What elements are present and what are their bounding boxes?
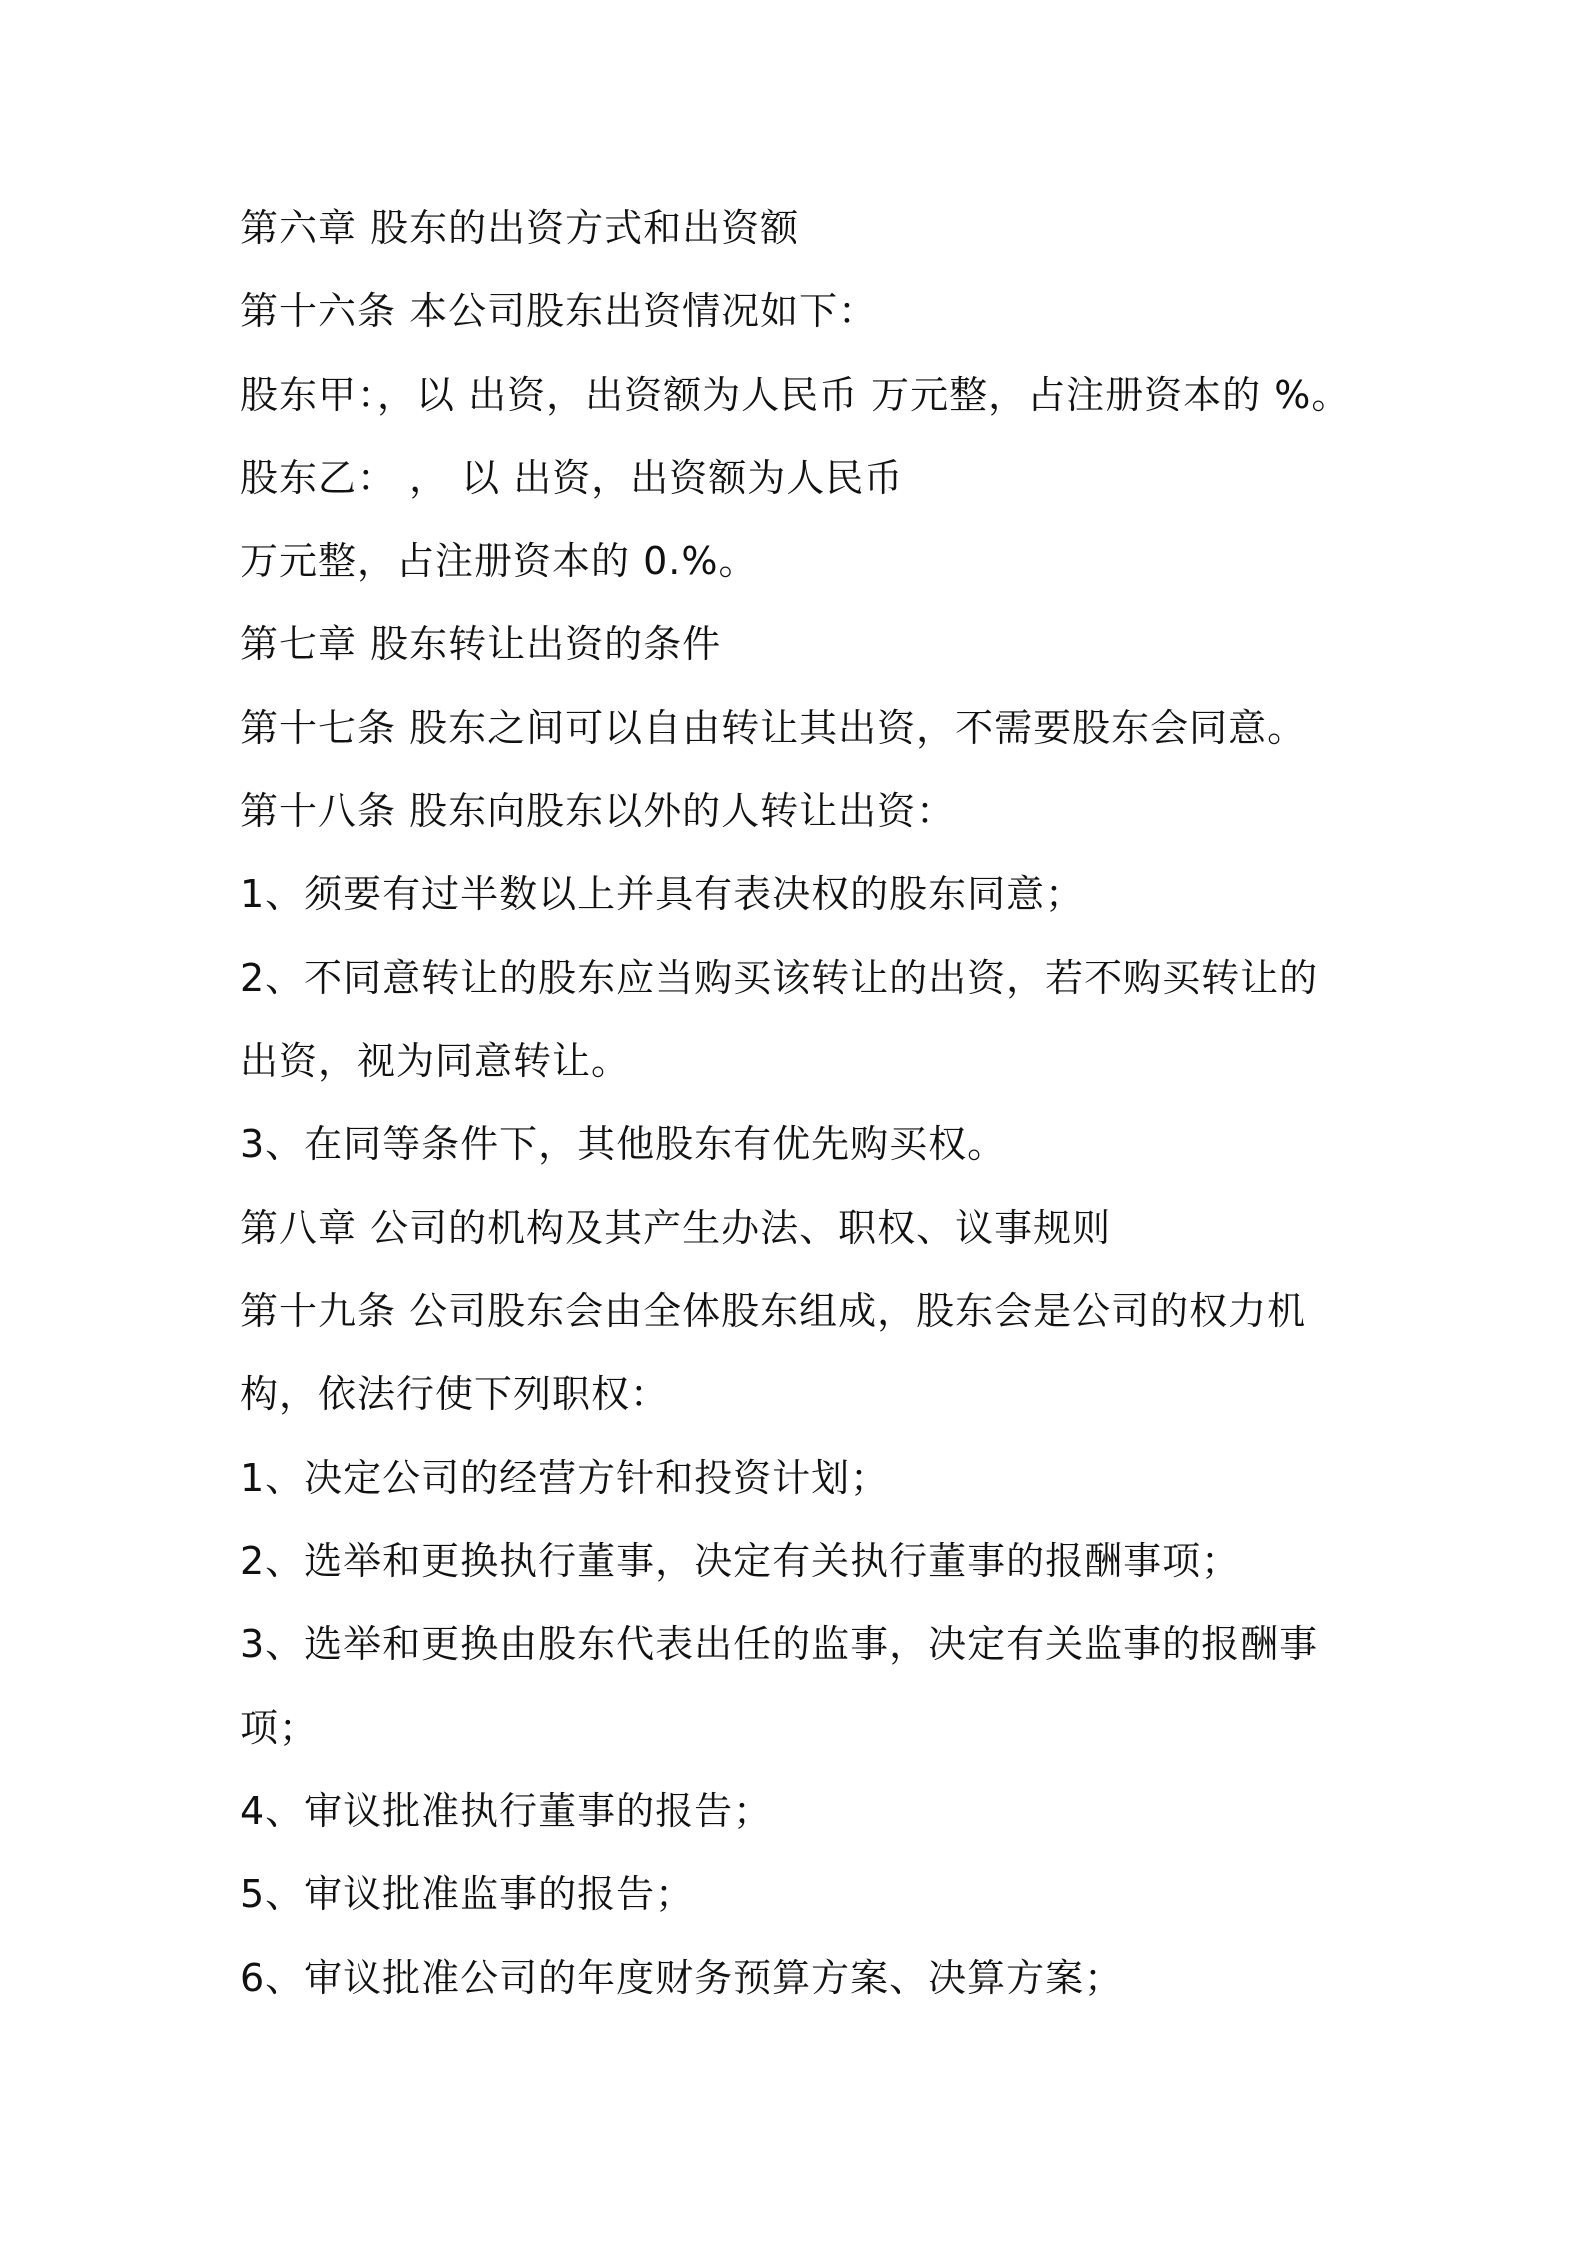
article-19-item-3-cont: 项；: [240, 1706, 319, 1750]
article-19-item-1: 1、决定公司的经营方针和投资计划；: [240, 1456, 890, 1500]
article-18-heading: 第十八条 股东向股东以外的人转让出资：: [240, 789, 956, 833]
article-19-item-4: 4、审议批准执行董事的报告；: [240, 1789, 773, 1833]
article-17-text: 第十七条 股东之间可以自由转让其出资，不需要股东会同意。: [240, 706, 1307, 750]
article-16-heading: 第十六条 本公司股东出资情况如下：: [240, 289, 878, 333]
article-19-item-6: 6、审议批准公司的年度财务预算方案、决算方案；: [240, 1956, 1124, 2000]
article-18-item-2: 2、不同意转让的股东应当购买该转让的出资，若不购买转让的: [240, 956, 1319, 1000]
article-19-item-5: 5、审议批准监事的报告；: [240, 1872, 695, 1916]
chapter-6-heading: 第六章 股东的出资方式和出资额: [240, 206, 800, 250]
article-19-heading-cont: 构，依法行使下列职权：: [240, 1372, 670, 1416]
article-19-item-2: 2、选举和更换执行董事，决定有关执行董事的报酬事项；: [240, 1539, 1241, 1583]
article-18-item-2-cont: 出资，视为同意转让。: [240, 1039, 631, 1083]
chapter-8-heading: 第八章 公司的机构及其产生办法、职权、议事规则: [240, 1206, 1112, 1250]
article-18-item-3: 3、在同等条件下，其他股东有优先购买权。: [240, 1122, 1007, 1166]
article-19-heading: 第十九条 公司股东会由全体股东组成，股东会是公司的权力机: [240, 1289, 1307, 1333]
shareholder-a-line: 股东甲：，以 出资，出资额为人民币 万元整，占注册资本的 %。: [240, 373, 1351, 417]
shareholder-b-line-cont: 万元整，占注册资本的 0.%。: [240, 539, 758, 583]
article-18-item-1: 1、须要有过半数以上并具有表决权的股东同意；: [240, 872, 1085, 916]
article-19-item-3: 3、选举和更换由股东代表出任的监事，决定有关监事的报酬事: [240, 1622, 1319, 1666]
shareholder-b-line: 股东乙： ， 以 出资，出资额为人民币: [240, 456, 904, 500]
chapter-7-heading: 第七章 股东转让出资的条件: [240, 622, 722, 666]
